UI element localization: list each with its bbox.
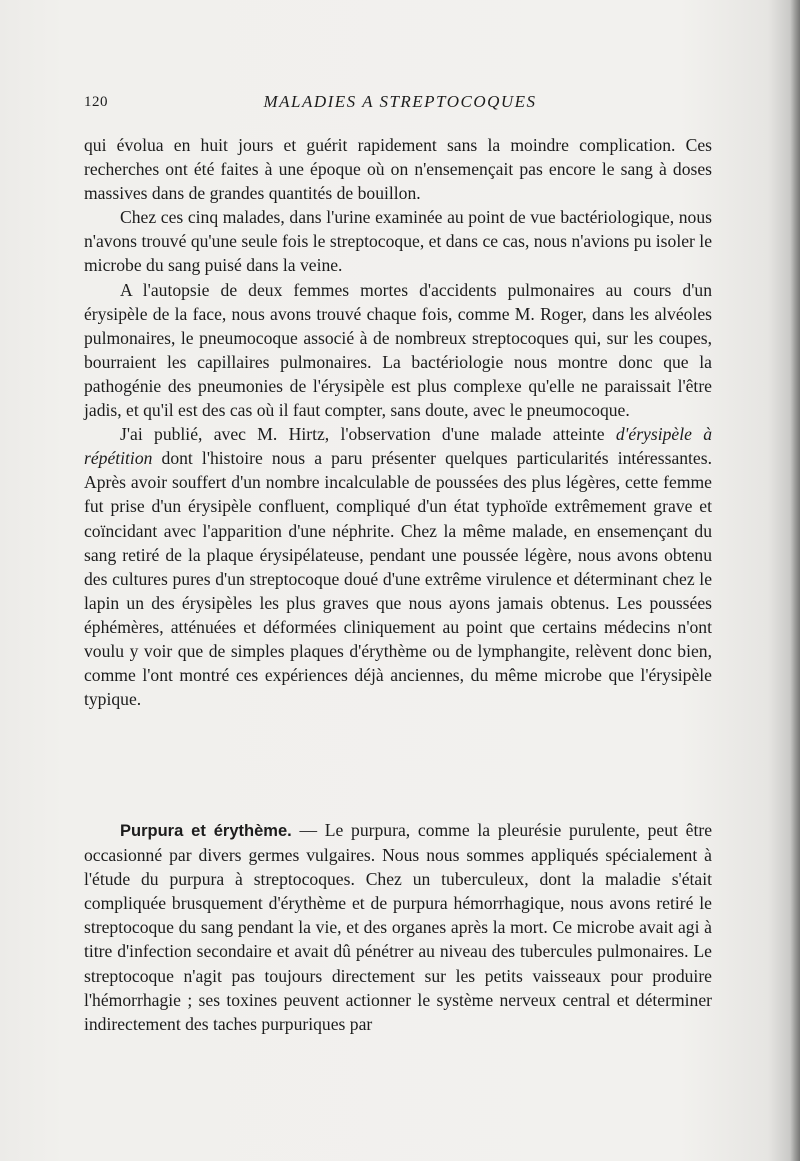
paragraph-3: A l'autopsie de deux femmes mortes d'accidents pulmonaires au cours d'un érysipèle de la face, nous avons trouvé chaque fois, comme M. Roger, dans les alvéoles pulmonaires, le pneumocoque associé à de nombreux streptocoques qui, sur les coupes, bourraient les capillaires pulmonaires. La bactériologie nous montre donc que la pathogénie des pneumonies de l'érysipèle est plus complexe qu'elle ne paraissait l'être jadis, et qu'il est des cas où il faut compter, sans doute, avec le pneumocoque. <box>84 279 712 421</box>
section-paragraph <box>84 818 712 1036</box>
paragraph-4-text-after: dont l'histoire nous a paru présenter quelques particularités intéressantes. Après avoir souffert d'un nombre incalculable de poussées des plus légères, cette femme fut prise d'un érysipèle confluent, compliqué d'un état typhoïde extrêmement grave et coïncidant avec l'apparition d'une néphrite. Chez la même malade, en ensemençant du sang retiré de la plaque érysipélateuse, pendant une poussée légère, nous avons obtenu des cultures pures d'un streptocoque doué d'une extrême virulence et déterminant chez le lapin un des érysipèles les plus graves que nous ayons jamais obtenus. Les poussées éphémères, atténuées et déformées cliniquement au point que certains médecins n'ont voulu y voir que de simples plaques d'érythème ou de lymphangite, relèvent donc bien, comme l'ont montré ces expériences déjà anciennes, du même microbe que l'érysipèle typique. <box>84 448 712 710</box>
paragraph-4-text-before: J'ai publié, avec M. Hirtz, l'observation d'une malade atteinte <box>120 424 616 445</box>
section-purpura <box>84 818 712 1036</box>
running-title: MALADIES A STREPTOCOQUES <box>263 92 537 111</box>
paragraph-4 <box>84 422 712 711</box>
paragraph-2: Chez ces cinq malades, dans l'urine examinée au point de vue bactériologique, nous n'avons trouvé qu'une seule fois le streptocoque, et dans ce cas, nous n'avions pu isoler le microbe du sang puisé dans la veine. <box>84 207 712 276</box>
paragraph-1: qui évolua en huit jours et guérit rapidement sans la moindre complication. Ces recherches ont été faites à une époque où on n'ensemençait pas encore le sang à doses massives dans de grandes quantités de bouillon. <box>84 135 712 204</box>
section-title: Purpura et érythème. <box>120 822 292 840</box>
page-edge-shadow <box>790 0 800 1161</box>
section-text: — Le purpura, comme la pleurésie purulente, peut être occasionné par divers germes vulgaires. Nous nous sommes appliqués spécialement à l'étude du purpura à streptocoques. Chez un tuberculeux, dont la maladie s'était compliquée brusquement d'érythème et de purpura hémorrhagique, nous avons retiré le streptocoque du sang pendant la vie, et des organes après la mort. Ce microbe avait agi à titre d'infection secondaire et avait dû pénétrer au niveau des tubercules pulmonaires. Le streptocoque n'agit pas toujours directement sur les petits vaisseaux pour produire l'hémorrhagie ; ses toxines peuvent actionner le système nerveux central et déterminer indirectement des taches purpuriques par <box>84 820 712 1034</box>
body-text <box>84 133 712 711</box>
page-header <box>84 92 716 116</box>
page-number: 120 <box>84 94 108 110</box>
paragraph-4-italic-term: d'érysipèle à répétition <box>84 424 713 469</box>
